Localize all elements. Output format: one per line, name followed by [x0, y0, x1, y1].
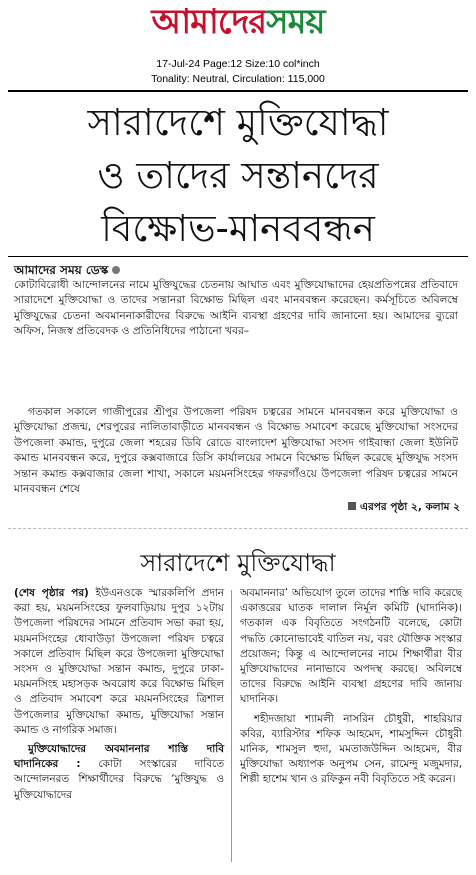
- masthead-part1: আমাদের: [151, 2, 267, 42]
- article-paragraph-1: কোটাবিরোধী আন্দোলনের নামে মুক্তিযুদ্ধের চেতনায় আঘাত এবং মুক্তিযোদ্ধাদের হেয়প্রতিপন্নের প্রতিবাদে সারাদেশে মুক্তিযোদ্ধা ও তাদের সন্তানরা বিক্ষোভ মিছিল এবং মানববন্ধন করেছেন। কর্মসূচিতে অবিলম্বে মুক্তিযুদ্ধের চেতনা অবমাননাকারীদের বিরুদ্ধে আইনি ব্যবস্থা গ্রহণের দাবি জানানো হয়। আমাদের ব্যুরো অফিস, নিজস্ব প্রতিবেদক ও প্রতিনিধিদের পাঠানো খবর–: [14, 279, 458, 338]
- newspaper-masthead: [0, 2, 476, 42]
- article-paragraph-2: গতকাল সকালে গাজীপুরের শ্রীপুর উপজেলা পরিষদ চত্বরের সামনে মানববন্ধন করে মুক্তিযোদ্ধা ও মুক্তিযোদ্ধা প্রজন্ম, শেরপুরের নালিতাবাড়ীতে মানববন্ধন ও বিক্ষোভ সমাবেশ করেছে মুক্তিযোদ্ধা সংসদের উপজেলা কমান্ড, দুপুরে জেলা শহরের ডিবি রোডে বাংলাদেশ মুক্তিযোদ্ধা সংসদ গাইবান্ধা জেলা ইউনিট কমান্ড মানববন্ধন করে, দুপুরে কক্সবাজারে ডিসি কার্যালয়ের সামনে বিক্ষোভ মিছিল করেছে মুক্তিযুদ্ধ সংসদ সন্তান কমান্ড কক্সবাজার জেলা শাখা, সকালে ময়মনসিংহের গফরগাঁওয়ে উপজেলা পরিষদ চত্বরের সামনে মানববন্ধন শেষে: [14, 406, 458, 496]
- clip-separator: [8, 528, 468, 529]
- bullet-icon: [112, 266, 120, 274]
- continuation-right-p1: অবমাননার’ অভিযোগ তুলে তাদের শাস্তি দাবি করেছে একাত্তরের ঘাতক দালাল নির্মূল কমিটি (ঘাদানিক)। গতকাল এক বিবৃতিতে সংগঠনটি বলেছে, কোটা পদ্ধতি কোনোভাবেই বাতিল নয়, বরং যৌক্তিক সংস্কার প্রয়োজন; কিন্তু এ আন্দোলনের নামে শিক্ষার্থীরা বীর মুক্তিযোদ্ধাদের নানাভাবে অপদস্থ করছে। অবিলম্বে তাদের বিরুদ্ধে আইনি ব্যবস্থা গ্রহণের দাবি জানায় ঘাদানিক।: [240, 587, 462, 706]
- headline-line2: ও তাদের সন্তানদের: [97, 154, 379, 197]
- continuation-right-p2: শহীদজায়া শ্যামলী নাসরিন চৌধুরী, শাহরিয়ার কবির, ব্যারিস্টার শফিক আহমেদ, শামসুদ্দিন চৌধুরী মানিক, শামসুল হুদা, মমতাজউদ্দিন আহমেদ, বীর মুক্তিযোদ্ধা অধ্যাপক অনুপম সেন, রামেন্দু মজুমদার, শিল্পী হাশেম খান ও রফিকুন নবী বিবৃতিতে সই করেন।: [240, 712, 462, 786]
- continued-note: [348, 500, 460, 517]
- continuation-left-p1: ইউএনওকে স্মারকলিপি প্রদান করা হয়, ময়মনসিংহের ফুলবাড়িয়ায় দুপুর ১২টায় উপজেলা পরিষদের সামনে প্রতিবাদ সভা করা হয়, ময়মনসিংহের ধোবাউড়া উপজেলা পরিষদ চত্বরে সকালে প্রতিবাদ মিছিল করে উপজেলা মুক্তিযোদ্ধা সংসদ ও মুক্তিযোদ্ধা সন্তান কমান্ড, দুপুরে ঢাকা-ময়মনসিংহ মহাসড়ক অবরোধ করে বিক্ষোভ মিছিল ও প্রতিবাদ সমাবেশ করে ময়মনসিংহের ত্রিশাল উপজেলার মুক্তিযোদ্ধা কমান্ড, মুক্তিযোদ্ধা সন্তান কমান্ড ও নাগরিক সমাজ।: [14, 587, 224, 736]
- clip-meta-line2: Tonality: Neutral, Circulation: 115,000: [151, 73, 325, 85]
- headline-line1: সারাদেশে মুক্তিযোদ্ধা: [87, 101, 389, 144]
- continuation-column-left: [14, 586, 224, 803]
- continued-text: এরপর পৃষ্ঠা ২, কলাম ২: [360, 501, 460, 513]
- column-divider: [231, 590, 232, 862]
- continuation-headline: সারাদেশে মুক্তিযোদ্ধা: [140, 549, 336, 577]
- headline: [20, 96, 456, 255]
- top-rule: [8, 90, 468, 92]
- continuation-left-p2: কোটা সংস্কারের দাবিতে আন্দোলনরত শিক্ষার্থীদের বিরুদ্ধে ‘মুক্তিযুদ্ধ ও মুক্তিযোদ্ধাদের: [14, 758, 224, 801]
- continuation-lead: (শেষ পৃষ্ঠার পর): [14, 587, 89, 599]
- desk-label: আমাদের সময় ডেস্ক: [14, 263, 109, 277]
- continuation-column-right: [240, 586, 462, 788]
- masthead-part2: সময়: [266, 2, 325, 42]
- clip-meta-line1: 17-Jul-24 Page:12 Size:10 col*inch: [156, 58, 320, 70]
- subsection-heading: মুক্তিযোদ্ধাদের অবমাননার শাস্তি দাবি ঘাদানিকের :: [14, 743, 224, 771]
- headline-line3: বিক্ষোভ-মানববন্ধন: [101, 207, 375, 250]
- square-icon: [348, 502, 356, 510]
- headline-rule: [8, 256, 468, 257]
- continuation-left-p2-wrap: [14, 742, 224, 803]
